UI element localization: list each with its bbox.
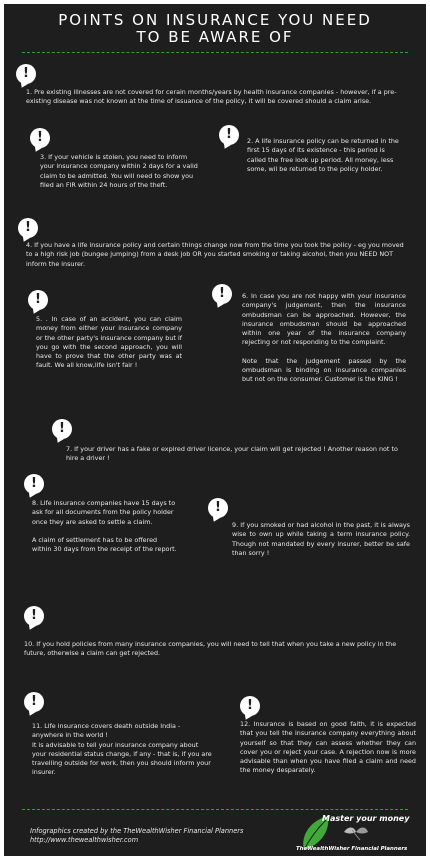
- website-link[interactable]: http://www.thewealthwisher.com: [30, 836, 139, 844]
- exclamation-bubble-icon: !: [219, 125, 239, 145]
- point-8-paragraph-1: 8. Life insurance companies have 15 days to ask for all documents from the policy holder once they are asked to settle a claim.: [32, 499, 176, 526]
- title-line-2: TO BE AWARE OF: [136, 28, 294, 46]
- exclamation-bubble-icon: !: [240, 696, 260, 716]
- point-7: 7. If your driver has a fake or expired driver licence, your claim will get rejected ! Another reason not to hire a driver !: [66, 445, 398, 463]
- exclamation-bubble-icon: !: [24, 606, 44, 626]
- point-1: 1. Pre existing illnesses are not covered for cerain months/years by health insurance companies - however, if a pre-existing disease was not known at the time of issuance of the policy, it will be covered should a claim arise.: [26, 88, 397, 106]
- logo-brand-name: TheWealthWisher Financial Planners: [296, 846, 408, 852]
- point-6: [242, 292, 406, 385]
- credit-line: Infographics created by the TheWealthWisher Financial Planners: [30, 827, 244, 835]
- point-9: 9. If you smoked or had alcohol in the past, it is always wise to own up while taking a term insurance policy. Though not mandated by every insurer, better be safe than sorry !: [232, 521, 410, 557]
- brand-logo: [294, 812, 424, 856]
- infographic: [4, 4, 426, 856]
- point-3: 3. If your vehicle is stolen, you need to inform your insurance company within 2 days for a valid claim to be admitted. You will need to show you filed an FIR within 24 hours of the theft.: [40, 153, 198, 189]
- point-8: [32, 499, 178, 554]
- point-10: 10. If you hold policies from many insurance companies, you will need to tell that when you take a new policy in the future, otherwise a claim can get rejected.: [24, 640, 397, 658]
- point-8-paragraph-2: A claim of settlement has to be offered within 30 days from the receipt of the report.: [32, 535, 177, 554]
- exclamation-bubble-icon: !: [52, 419, 72, 439]
- point-2: 2. A life insurance policy can be returned in the first 15 days of its existence - this period is called the free look up period. All money, less some, wil be returned to the policy holder.: [247, 137, 399, 173]
- exclamation-bubble-icon: !: [18, 218, 38, 238]
- exclamation-bubble-icon: !: [208, 498, 228, 518]
- point-6-paragraph-1: 6. In case you are not happy with your insurance company's judgement, then the insurance ombudsman can be approached. However, the insurance ombudsman should be approached within one year of the insurance company rejecting or not responding to the complaint.: [242, 292, 406, 347]
- exclamation-bubble-icon: !: [212, 284, 232, 304]
- title-divider: [22, 52, 408, 53]
- point-11: [32, 722, 212, 778]
- point-11-paragraph-1: 11. Life insurance covers death outside India - anywhere in the world !: [32, 722, 181, 740]
- exclamation-bubble-icon: !: [24, 692, 44, 712]
- footer-credit: [30, 827, 243, 845]
- footer-divider: [22, 809, 408, 810]
- point-5: 5. . In case of an accident, you can claim money from either your insurance company or the other party's insurance company but if you go with the second approach, you will have to prove that the other party was at fault. We all know,life isn't fair !: [36, 315, 182, 370]
- point-4: 4. If you have a life insurance policy and certain things change now from the time you took the policy - eg you moved to a high risk job (bungee jumping) from a desk job OR you started smoking or taking alcohol, then you NEED NOT inform the insurer.: [26, 241, 404, 268]
- point-12: 12. Insurance is based on good faith, it is expected that you tell the insurance company everything about yourself so that they can assess whether they can cover you or reject your case. A rejection now is more advisable than when you have filed a claim and need the money desparately.: [240, 720, 416, 775]
- point-6-paragraph-2: Note that the judgement passed by the ombudsman is binding on insurance companies but not on the consumer. Customer is the KING !: [242, 356, 406, 384]
- exclamation-bubble-icon: !: [24, 474, 44, 494]
- logo-tagline: Master your money: [322, 814, 410, 823]
- exclamation-bubble-icon: !: [28, 290, 48, 310]
- page-title: [4, 12, 426, 46]
- point-11-paragraph-2: It is advisable to tell your insurance company about your residential status change, if any - that is, if you are travelling outside for work, then you should inform your insurer.: [32, 740, 212, 777]
- exclamation-bubble-icon: !: [30, 128, 50, 148]
- title-line-1: POINTS ON INSURANCE YOU NEED: [58, 11, 372, 29]
- exclamation-bubble-icon: !: [16, 64, 36, 84]
